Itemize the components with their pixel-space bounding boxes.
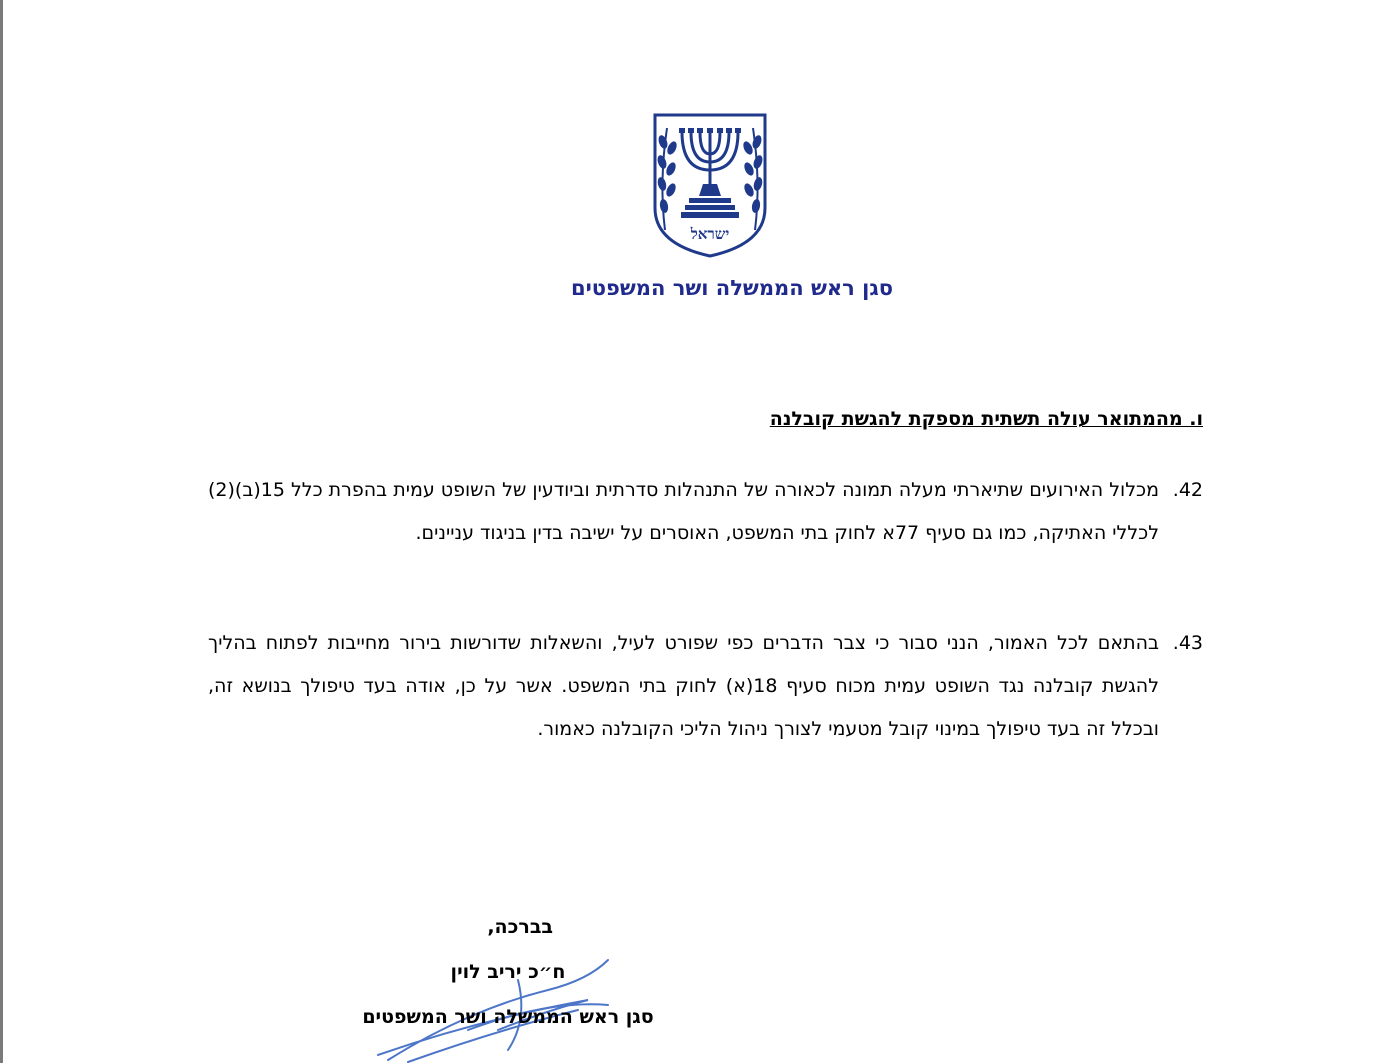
paragraph-42 (208, 469, 1203, 555)
signature-block (313, 905, 703, 1040)
state-emblem-icon (651, 112, 769, 258)
closing-greeting: בברכה, (487, 916, 553, 938)
signer-title: סגן ראש הממשלה ושר המשפטים (362, 1006, 654, 1028)
emblem-label: ישראל (690, 225, 730, 243)
paragraph-text: בהתאם לכל האמור, הנני סבור כי צבר הדברים כפי שפורט לעיל, והשאלות שדורשות בירור מחייבות לפתוח בהליך להגשת קובלנה נגד השופט עמית מכוח סעיף 18(א) לחוק בתי המשפט. אשר על כן, אודה בעד טיפולך בנושא זה, ובכלל זה בעד טיפולך במינוי קובל מטעמי לצורך ניהול הליכי הקובלנה כאמור. (208, 632, 1160, 740)
document-page (3, 0, 1400, 1063)
ministry-title: סגן ראש הממשלה ושר המשפטים (570, 276, 893, 300)
paragraph-number: 42. (1172, 479, 1203, 501)
section-heading: ו. מהמתואר עולה תשתית מספקת להגשת קובלנה (769, 408, 1203, 430)
paragraph-number: 43. (1172, 632, 1203, 654)
signer-name: ח״כ יריב לוין (450, 961, 566, 983)
paragraph-text: מכלול האירועים שתיארתי מעלה תמונה לכאורה של התנהלות סדרתית וביודעין של השופט עמית בהפרת כלל 15(ב)(2) לכללי האתיקה, כמו גם סעיף 77א לחוק בתי המשפט, האוסרים על ישיבה בדין בניגוד עניינים. (208, 479, 1159, 544)
paragraph-43 (208, 622, 1203, 751)
